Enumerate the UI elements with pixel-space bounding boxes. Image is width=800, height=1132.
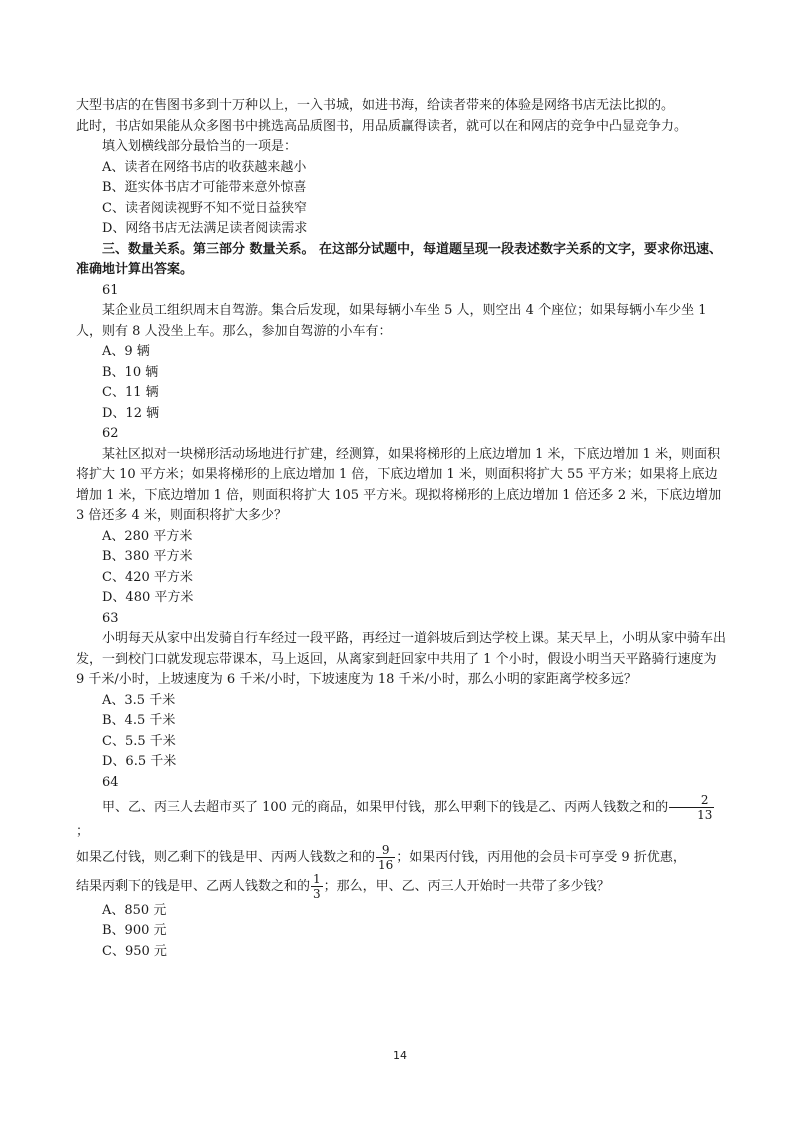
intro-line-2: 此时，书店如果能从众多图书中挑选高品质图书，用品质赢得读者，就可以在和网店的竞争中凸显竞争力。 [76, 118, 688, 134]
answer-option: D、12 辆 [102, 405, 160, 421]
q64-text-part: ；如果丙付钱，丙用他的会员卡可享受 9 折优惠， [396, 849, 686, 865]
question-number: 61 [102, 282, 119, 298]
answer-option: B、900 元 [102, 923, 167, 938]
section-heading: 三、数量关系。第三部分 数量关系。 在这部分试题中，每道题呈现一段表述数字关系的文字，要求你迅速、准确地计算出答案。 [76, 241, 723, 277]
q64-text-part: ； [76, 824, 90, 839]
question-64-line-3 [76, 872, 728, 901]
question-64-line-1 [76, 793, 728, 843]
question-text: 某社区拟对一块梯形活动场地进行扩建，经测算，如果将梯形的上底边增加 1 米，下底边增加 1 米，则面积将扩大 10 平方米；如果将梯形的上底边增加 1 倍，下底边增加 1 米，则面积将扩大 55 平方米；如果将上底边增加 1 米，下底边增加 1 倍，则面积将扩大 105 平方米。现拟将梯形的上底边增加 1 倍还多 2 米，下底边增加 3 倍还多 4 米，则面积将扩大多少？ [76, 446, 722, 523]
q64-text-part: ；那么，甲、乙、丙三人开始时一共带了多少钱？ [323, 878, 610, 894]
fraction-denominator: 16 [378, 857, 394, 872]
answer-option: A、9 辆 [102, 344, 150, 359]
answer-option: B、380 平方米 [102, 549, 193, 564]
question-prompt: 填入划横线部分最恰当的一项是： [102, 139, 298, 154]
question-number: 64 [102, 774, 119, 790]
page-number: 14 [393, 1049, 407, 1062]
answer-option: A、850 元 [102, 902, 167, 918]
answer-option: C、5.5 千米 [102, 733, 176, 749]
intro-option-d: D、网络书店无法满足读者阅读需求 [102, 221, 308, 236]
fraction-numerator: 2 [669, 793, 714, 808]
intro-line-1: 大型书店的在售图书多到十万种以上，一入书城，如进书海，给读者带来的体验是网络书店无法比拟的。 [76, 98, 675, 113]
question-text: 小明每天从家中出发骑自行车经过一段平路，再经过一道斜坡后到达学校上课。某天早上，小明从家中骑车出发，一到校门口就发现忘带课本，马上返回，从离家到赶回家中共用了 1 个小时，假设小明当天平路骑行速度为 9 千米/小时，上坡速度为 6 千米/小时，下坡速度为 18 千米/小时，那么小明的家距离学校多远？ [76, 631, 727, 687]
answer-option: B、4.5 千米 [102, 713, 176, 728]
answer-option: C、950 元 [102, 943, 167, 959]
q64-text-part: 甲、乙、丙三人去超市买了 100 元的商品，如果甲付钱，那么甲剩下的钱是乙、丙两人钱数之和的 [102, 800, 669, 815]
answer-option: B、10 辆 [102, 364, 159, 380]
answer-option: A、3.5 千米 [102, 692, 176, 708]
page-content [76, 96, 728, 962]
answer-option: C、420 平方米 [102, 569, 193, 585]
question-text: 某企业员工组织周末自驾游。集合后发现，如果每辆小车坐 5 人，则空出 4 个座位；如果每辆小车少坐 1 人，则有 8 人没坐上车。那么，参加自驾游的小车有： [76, 303, 707, 339]
q64-text-part: 结果丙剩下的钱是甲、乙两人钱数之和的 [76, 878, 311, 894]
fraction [311, 872, 323, 901]
answer-option: A、280 平方米 [102, 528, 193, 544]
answer-option: D、6.5 千米 [102, 754, 177, 769]
fraction-numerator: 9 [376, 843, 395, 858]
fraction-denominator: 13 [697, 808, 713, 822]
intro-option-a: A、读者在网络书店的收获越来越小 [102, 159, 307, 175]
intro-option-b: B、逛实体书店才可能带来意外惊喜 [102, 180, 307, 195]
answer-option: C、11 辆 [102, 385, 159, 400]
intro-option-c: C、读者阅读视野不知不觉日益狭窄 [102, 200, 307, 216]
question-number: 63 [102, 610, 119, 626]
fraction-denominator: 3 [313, 886, 321, 901]
fraction [669, 793, 714, 822]
question-number: 62 [102, 426, 119, 441]
fraction [376, 843, 395, 872]
question-64-line-2 [76, 843, 728, 872]
answer-option: D、480 平方米 [102, 590, 194, 605]
q64-text-part: 如果乙付钱，则乙剩下的钱是甲、丙两人钱数之和的 [76, 849, 376, 865]
fraction-numerator: 1 [313, 871, 321, 886]
